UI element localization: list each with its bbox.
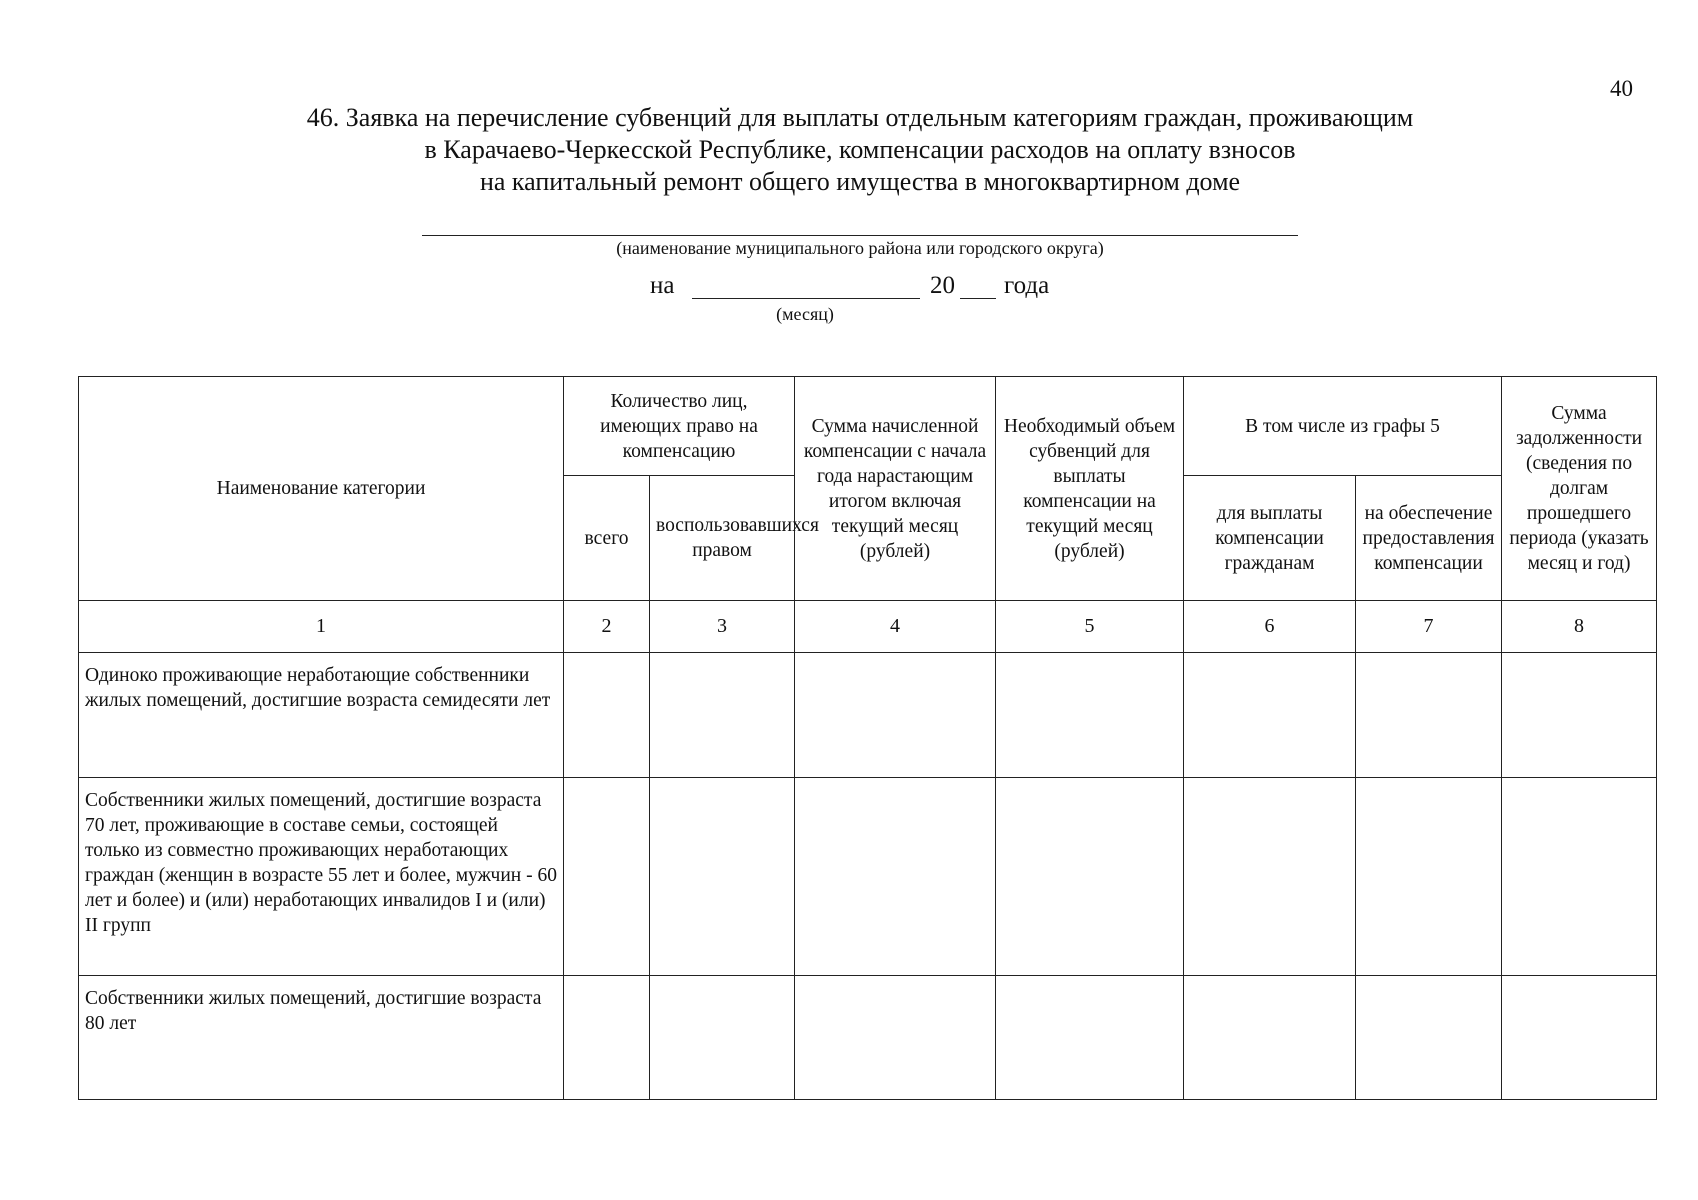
data-cell-used[interactable] [650,778,795,976]
data-cell-provision[interactable] [1356,778,1502,976]
header-persons-count: Количество лиц, имеющих право на компенсацию [564,377,795,476]
table-row [79,778,1657,976]
title-line-1: 46. Заявка на перечисление субвенций для выплаты отдельным категориям граждан, проживающим [306,103,1414,132]
data-cell-required[interactable] [996,778,1184,976]
column-number: 8 [1502,601,1657,653]
header-debt: Сумма задолженности (сведения по долгам прошедшего периода (указать месяц и год) [1502,377,1657,601]
year-prefix: 20 [930,272,955,299]
period-suffix: года [1004,272,1050,299]
column-number: 3 [650,601,795,653]
data-cell-total[interactable] [564,778,650,976]
header-of-column-5: В том числе из графы 5 [1184,377,1502,476]
row-category-label: Одиноко проживающие неработающие собственники жилых помещений, достигшие возраста семидесяти лет [79,653,564,778]
data-cell-used[interactable] [650,653,795,778]
period-prefix: на [650,272,675,299]
data-cell-payment[interactable] [1184,653,1356,778]
subvention-request-table [78,376,1657,1100]
data-cell-total[interactable] [564,976,650,1100]
column-number: 1 [79,601,564,653]
table-row [79,976,1657,1100]
row-category-label: Собственники жилых помещений, достигшие возраста 70 лет, проживающие в составе семьи, состоящей только из совместно проживающих неработающих граждан (женщин в возрасте 55 лет и более, мужчин - 60 лет и более) и (или) неработающих инвалидов I и (или) II групп [79,778,564,976]
data-cell-payment[interactable] [1184,976,1356,1100]
data-cell-required[interactable] [996,653,1184,778]
data-cell-total[interactable] [564,653,650,778]
column-number: 4 [795,601,996,653]
title-line-3: на капитальный ремонт общего имущества в многоквартирном доме [479,167,1241,196]
data-cell-provision[interactable] [1356,653,1502,778]
data-cell-accrued[interactable] [795,778,996,976]
column-number: 6 [1184,601,1356,653]
row-category-label: Собственники жилых помещений, достигшие возраста 80 лет [79,976,564,1100]
header-accrued-compensation: Сумма начисленной компенсации с начала года нарастающим итогом включая текущий месяц (рублей) [795,377,996,601]
data-cell-accrued[interactable] [795,653,996,778]
data-cell-debt[interactable] [1502,976,1657,1100]
header-used-right: воспользовавшихся правом [650,476,795,601]
data-cell-debt[interactable] [1502,778,1657,976]
header-category: Наименование категории [79,377,564,601]
data-cell-debt[interactable] [1502,653,1657,778]
month-caption: (месяц) [776,304,834,324]
data-cell-required[interactable] [996,976,1184,1100]
table-row [79,653,1657,778]
municipality-fill-line[interactable] [422,235,1298,236]
data-cell-payment[interactable] [1184,778,1356,976]
page-number: 40 [1610,76,1633,101]
header-required-subventions: Необходимый объем субвенций для выплаты компенсации на текущий месяц (рублей) [996,377,1184,601]
column-numbers-row [79,601,1657,653]
data-cell-used[interactable] [650,976,795,1100]
header-total: всего [564,476,650,601]
header-payment-to-citizens: для выплаты компенсации гражданам [1184,476,1356,601]
title-line-2: в Карачаево-Черкесской Республике, компенсации расходов на оплату взносов [424,135,1296,164]
header-provision-support: на обеспечение предоставления компенсации [1356,476,1502,601]
data-cell-accrued[interactable] [795,976,996,1100]
municipality-caption: (наименование муниципального района или городского округа) [616,238,1104,258]
column-number: 2 [564,601,650,653]
column-number: 7 [1356,601,1502,653]
data-cell-provision[interactable] [1356,976,1502,1100]
document-title [150,102,1570,198]
column-number: 5 [996,601,1184,653]
